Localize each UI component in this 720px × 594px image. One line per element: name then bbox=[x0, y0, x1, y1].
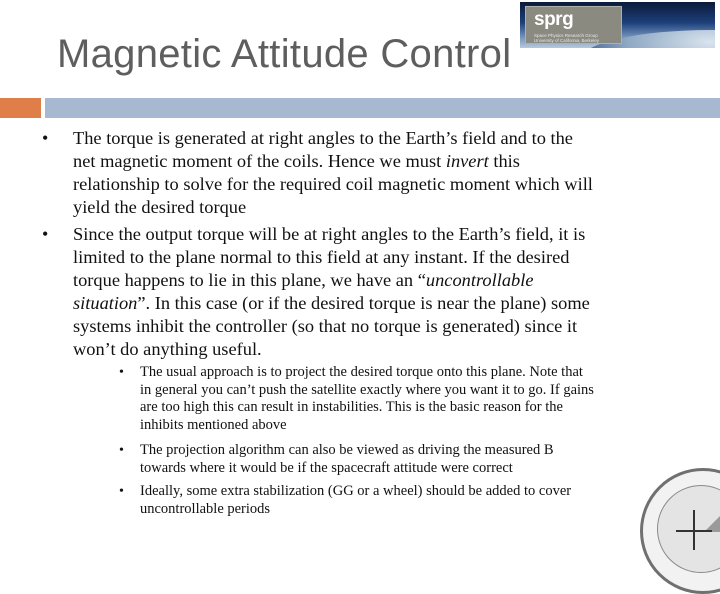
text-line bbox=[73, 173, 672, 196]
seal-wedge bbox=[704, 492, 720, 532]
sub-bullet-marker: • bbox=[119, 484, 124, 499]
bullet-item bbox=[42, 127, 672, 219]
sub-bullet-item bbox=[119, 364, 689, 434]
text-line bbox=[73, 196, 672, 219]
seal-inner-ring bbox=[657, 485, 720, 573]
text-run: yield the desired torque bbox=[73, 197, 247, 217]
text-run: ”. In this case (or if the desired torque is near the plane) some bbox=[137, 293, 590, 313]
bullet-text bbox=[73, 223, 672, 361]
text-line bbox=[140, 382, 689, 400]
text-run: Ideally, some extra stabilization (GG or a wheel) should be added to cover bbox=[140, 483, 572, 499]
logo-wordmark: sprg bbox=[534, 9, 574, 30]
text-run: uncontrollable periods bbox=[140, 500, 271, 517]
italic-run: uncontrollable bbox=[425, 270, 534, 290]
text-run: systems inhibit the controller (so that no torque is generated) since it bbox=[73, 316, 578, 336]
logo-line-1: Space Physics Research Group bbox=[534, 33, 598, 38]
sub-bullet-marker: • bbox=[119, 443, 124, 458]
italic-run: situation bbox=[73, 293, 138, 313]
sub-bullet-item bbox=[119, 442, 689, 477]
text-line bbox=[73, 292, 672, 315]
text-run: torque happens to lie in this plane, we have an “ bbox=[73, 270, 426, 290]
logo-line-2: University of California, Berkeley bbox=[534, 38, 600, 43]
text-run: won’t do anything useful. bbox=[73, 339, 262, 359]
text-line bbox=[73, 338, 672, 361]
sub-bullet-marker: • bbox=[119, 365, 124, 380]
text-line bbox=[73, 150, 672, 173]
sub-bullet-text bbox=[140, 364, 689, 434]
text-run: Since the output torque will be at right angles to the Earth’s field, it is bbox=[73, 224, 586, 244]
bullet-marker: • bbox=[42, 224, 49, 244]
bullet-text bbox=[73, 127, 672, 219]
sub-bullet-text bbox=[140, 483, 689, 518]
text-line bbox=[140, 460, 689, 478]
text-line bbox=[140, 417, 689, 435]
text-line bbox=[73, 269, 672, 292]
slide-title: Magnetic Attitude Control bbox=[57, 32, 512, 76]
text-line bbox=[73, 223, 672, 246]
text-run: limited to the plane normal to this field at any instant. If the desired bbox=[73, 247, 570, 267]
text-line bbox=[73, 246, 672, 269]
sub-bullet-text bbox=[140, 442, 689, 477]
text-line bbox=[73, 315, 672, 338]
text-run: inhibits mentioned above bbox=[140, 416, 287, 433]
text-run: net magnetic moment of the coils. Hence we must bbox=[73, 151, 446, 171]
text-run: relationship to solve for the required coil magnetic moment which will bbox=[73, 174, 593, 194]
bullet-marker: • bbox=[42, 128, 49, 148]
text-run: The projection algorithm can also be viewed as driving the measured B bbox=[140, 442, 554, 458]
text-run: towards where it would be if the spacecraft attitude were correct bbox=[140, 459, 513, 476]
text-line bbox=[140, 442, 689, 460]
text-run: in general you can’t push the satellite exactly where you want it to go. If gains bbox=[140, 381, 594, 398]
seal-cross-horizontal bbox=[676, 530, 712, 532]
text-line bbox=[140, 483, 689, 501]
bullet-item bbox=[42, 223, 672, 361]
text-line bbox=[140, 501, 689, 519]
italic-run: invert bbox=[445, 151, 489, 171]
text-line bbox=[140, 399, 689, 417]
text-run: The torque is generated at right angles to the Earth’s field and to the bbox=[73, 128, 573, 148]
text-line bbox=[73, 127, 672, 150]
text-line bbox=[140, 364, 689, 382]
text-run: this bbox=[488, 151, 520, 171]
text-run: are too high this can result in instabilities. This is the basic reason for the bbox=[140, 399, 563, 416]
text-run: The usual approach is to project the desired torque onto this plane. Note that bbox=[140, 364, 583, 380]
sub-bullet-item bbox=[119, 483, 689, 518]
